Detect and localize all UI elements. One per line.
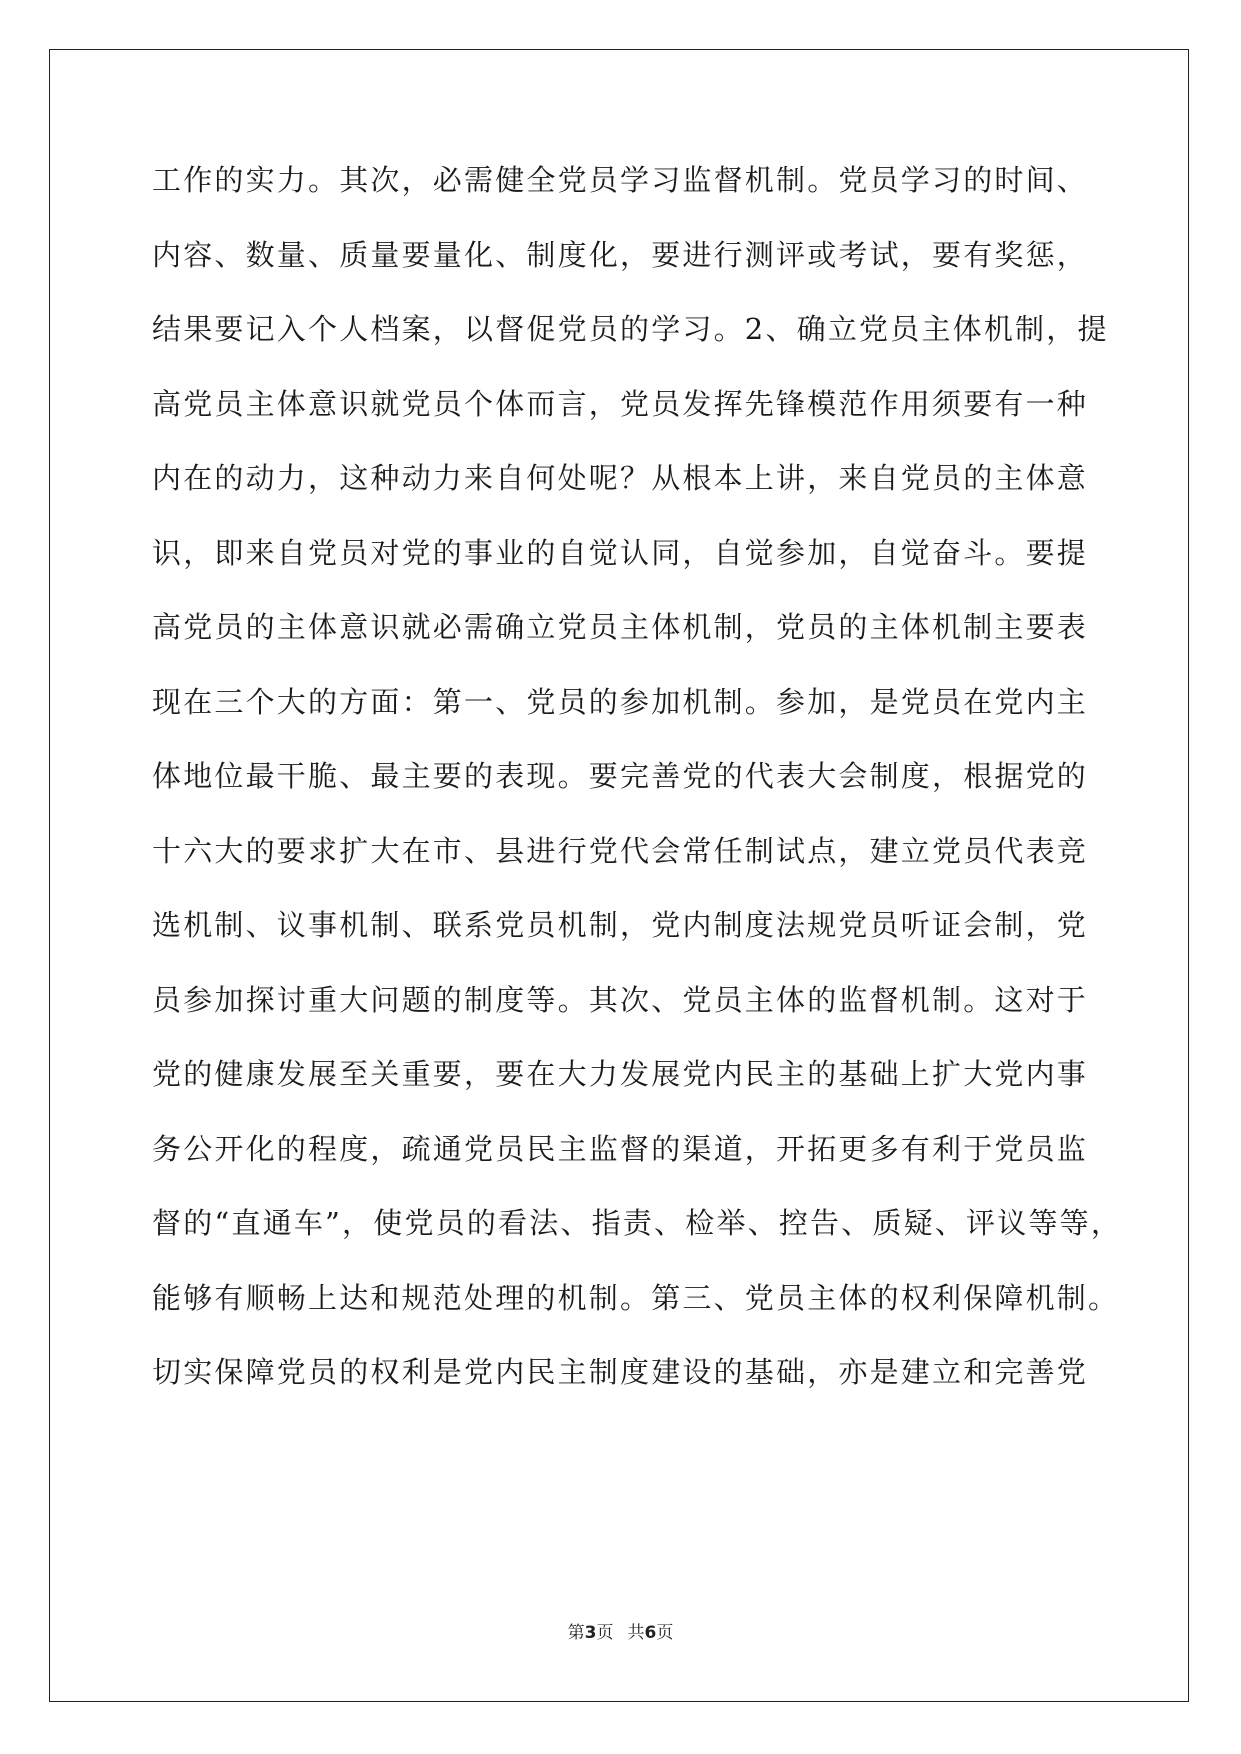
- total-pages-suffix: 页: [656, 1623, 674, 1643]
- text-line-10: 十六大的要求扩大在市、县进行党代会常任制试点，建立党员代表竞: [152, 833, 1089, 868]
- total-pages-prefix: 共: [627, 1623, 645, 1643]
- text-line-15: 督的“直通车”，使党员的看法、指责、检举、控告、质疑、评议等等，: [152, 1206, 1123, 1240]
- text-line-6: 识，即来自党员对党的事业的自觉认同，自觉参加，自觉奋斗。要提: [152, 535, 1089, 570]
- text-line-1: 工作的实力。其次，必需健全党员学习监督机制。党员学习的时间、: [152, 163, 1089, 197]
- text-line-4: 高党员主体意识就党员个体而言，党员发挥先锋模范作用须要有一种: [152, 386, 1089, 421]
- page-number-suffix: 页: [596, 1623, 614, 1643]
- text-line-8: 现在三个大的方面：第一、党员的参加机制。参加，是党员在党内主: [152, 684, 1089, 719]
- total-pages-number: 6: [644, 1623, 657, 1643]
- text-line-16: 能够有顺畅上达和规范处理的机制。第三、党员主体的权利保障机制。: [152, 1280, 1120, 1315]
- text-line-9: 体地位最干脆、最主要的表现。要完善党的代表大会制度，根据党的: [152, 759, 1089, 793]
- text-line-12: 员参加探讨重大问题的制度等。其次、党员主体的监督机制。这对于: [152, 982, 1089, 1017]
- current-page-number: 3: [584, 1623, 597, 1643]
- text-line-13: 党的健康发展至关重要，要在大力发展党内民主的基础上扩大党内事: [152, 1057, 1089, 1091]
- text-line-17: 切实保障党员的权利是党内民主制度建设的基础，亦是建立和完善党: [152, 1355, 1089, 1389]
- text-line-2: 内容、数量、质量要量化、制度化，要进行测评或考试，要有奖惩，: [152, 237, 1089, 272]
- document-body: [152, 162, 1123, 1429]
- page-number-prefix: 第: [567, 1623, 585, 1643]
- text-line-3: 结果要记入个人档案，以督促党员的学习。2、确立党员主体机制，提: [152, 312, 1109, 346]
- text-line-7: 高党员的主体意识就必需确立党员主体机制，党员的主体机制主要表: [152, 610, 1089, 644]
- text-line-11: 选机制、议事机制、联系党员机制，党内制度法规党员听证会制，党: [152, 908, 1089, 942]
- text-line-14: 务公开化的程度，疏通党员民主监督的渠道，开拓更多有利于党员监: [152, 1131, 1089, 1166]
- page-footer: [0, 1622, 1241, 1644]
- text-line-5: 内在的动力，这种动力来自何处呢？从根本上讲，来自党员的主体意: [152, 461, 1089, 495]
